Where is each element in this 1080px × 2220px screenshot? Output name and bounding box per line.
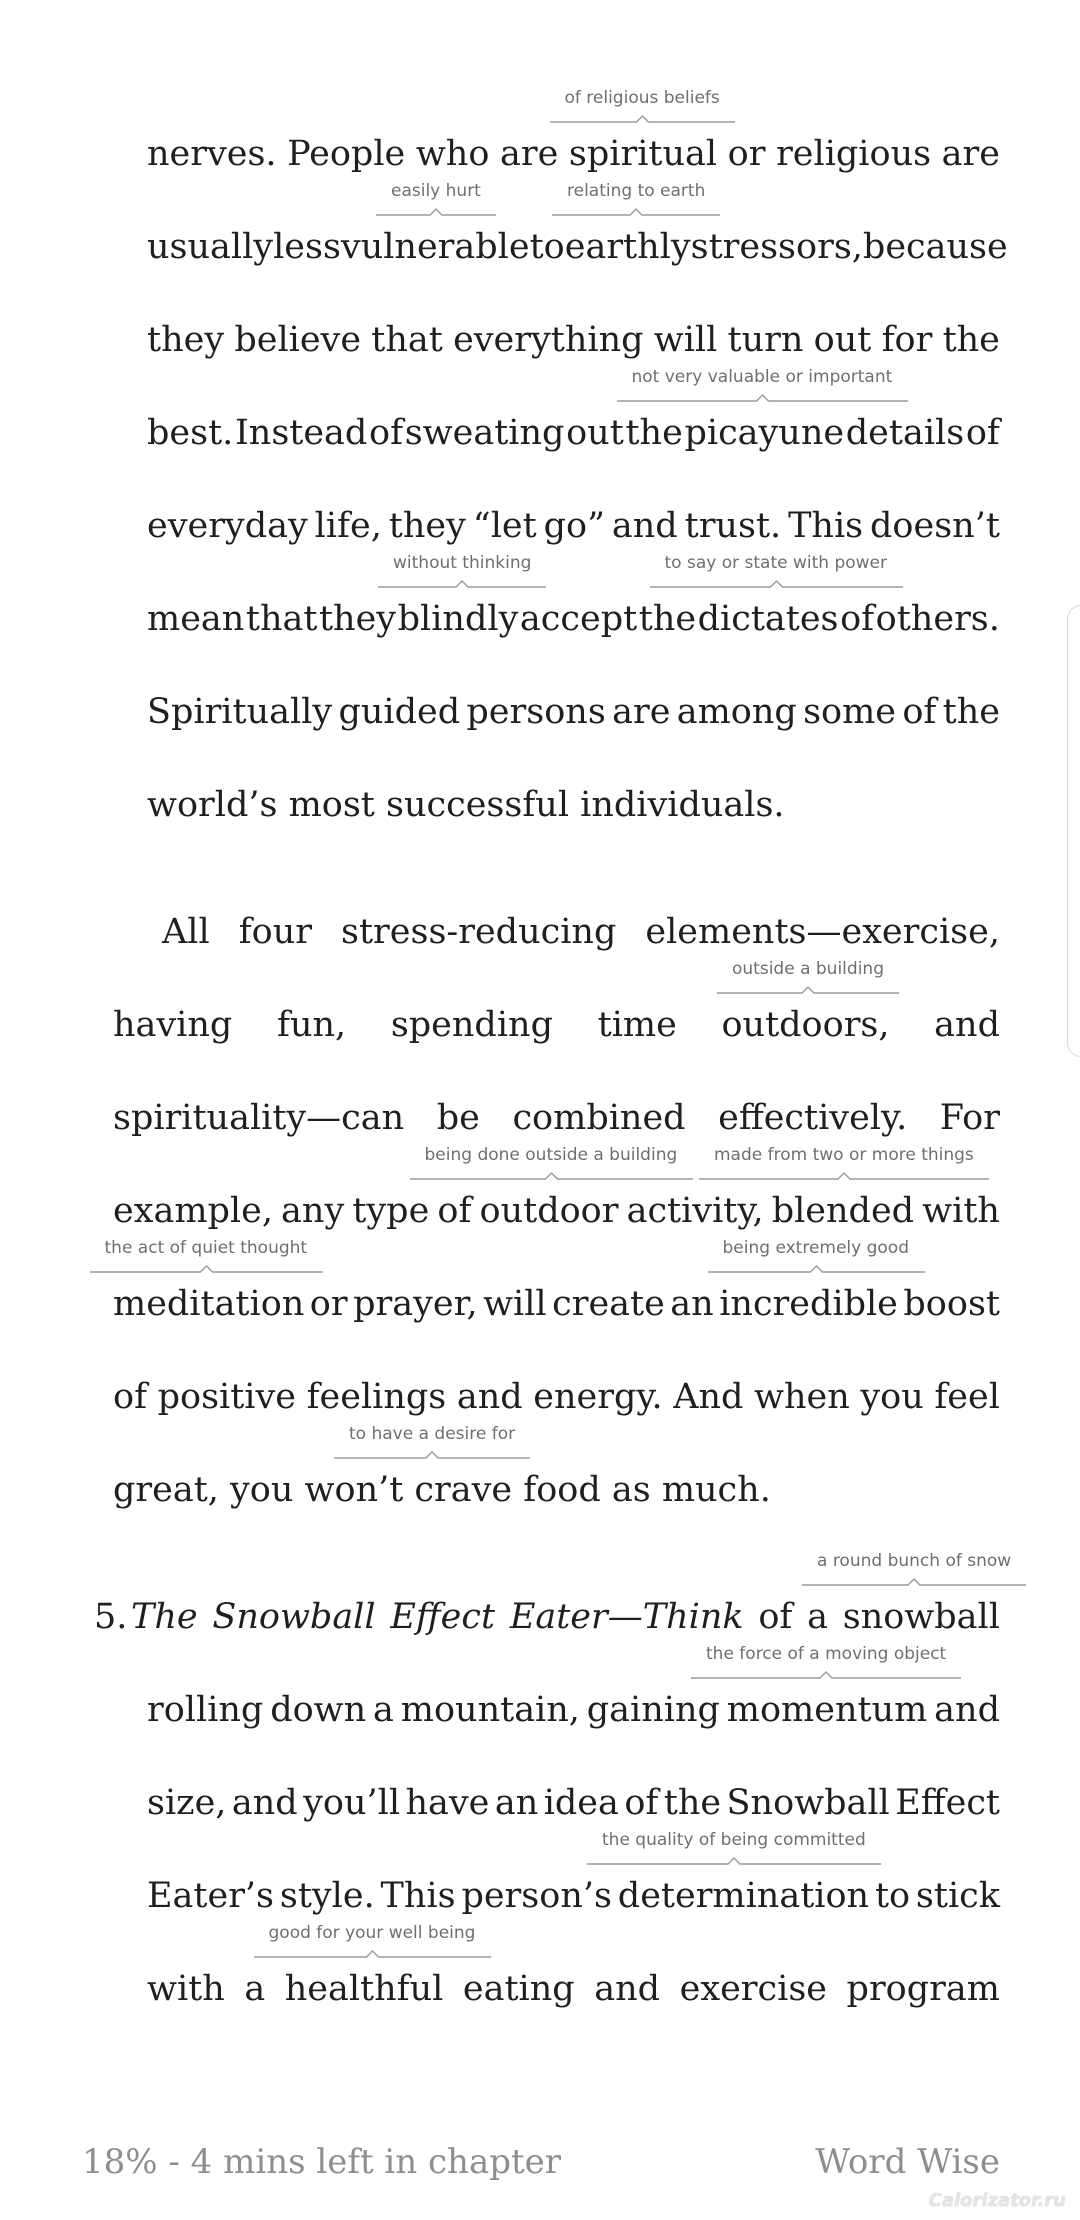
word-wise-hint[interactable]: made from two or more things (714, 1145, 974, 1165)
hint-bracket (802, 1579, 1026, 1587)
word-wise-hint[interactable]: easily hurt (391, 181, 481, 201)
text-line: spirituality—can be combined effectively. For (113, 1098, 1000, 1138)
hint-bracket (552, 209, 720, 217)
word-wise-hint[interactable]: being extremely good (723, 1238, 910, 1258)
word-wise-hint[interactable]: being done outside a building (425, 1145, 678, 1165)
text-line: nerves. People who are spiritual or religious are (147, 134, 1000, 174)
text-line: meditation or prayer, will create an incredible boost (113, 1284, 1000, 1324)
word-wise-hint[interactable]: the quality of being committed (602, 1830, 866, 1850)
word-wise-hint[interactable]: relating to earth (567, 181, 705, 201)
text-line: size, and you’ll have an idea of the Snowball Effect (147, 1783, 1000, 1823)
text-line: usually less vulnerable to earthly stressors, because (147, 227, 1008, 267)
hint-bracket (717, 987, 899, 995)
hint-bracket (254, 1951, 491, 1959)
text-line: with a healthful eating and exercise program (147, 1969, 1000, 2009)
hint-bracket (699, 1173, 989, 1181)
text-line: example, any type of outdoor activity, blended with (113, 1191, 1000, 1231)
hint-bracket (376, 209, 496, 217)
hint-bracket (650, 581, 903, 589)
hint-bracket (550, 116, 735, 124)
text-line: great, you won’t crave food as much. (113, 1470, 771, 1510)
text-line: Spiritually guided persons are among some of the (147, 692, 1000, 732)
list-number: 5. (94, 1597, 128, 1637)
hint-bracket (691, 1672, 961, 1680)
word-wise-hint[interactable]: without thinking (393, 553, 531, 573)
hint-bracket (334, 1452, 530, 1460)
hint-bracket (378, 581, 546, 589)
hint-bracket (410, 1173, 693, 1181)
watermark-text: Calorizator.ru (928, 2190, 1066, 2211)
hint-bracket (617, 395, 908, 403)
page-scroll-handle[interactable] (1067, 605, 1080, 1057)
text-line: All four stress-reducing elements—exercise, (162, 912, 1000, 952)
text-line: they believe that everything will turn out for the (147, 320, 1000, 360)
text-line: Eater’s style. This person’s determination to stick (147, 1876, 1000, 1916)
text-line: of positive feelings and energy. And when you feel (113, 1377, 1000, 1417)
word-wise-hint[interactable]: outside a building (732, 959, 884, 979)
reading-progress[interactable]: 18% - 4 mins left in chapter (82, 2142, 562, 2182)
text-line: world’s most successful individuals. (147, 785, 785, 825)
word-wise-hint[interactable]: to say or state with power (665, 553, 888, 573)
word-wise-hint[interactable]: the act of quiet thought (105, 1238, 308, 1258)
word-wise-hint[interactable]: of religious beliefs (565, 88, 720, 108)
word-wise-hint[interactable]: a round bunch of snow (817, 1551, 1011, 1571)
text-line: having fun, spending time outdoors, and (113, 1005, 1000, 1045)
list-item-first-line: The Snowball Effect Eater—Think of a snowball (131, 1597, 1000, 1637)
hint-bracket (587, 1858, 881, 1866)
hint-bracket (90, 1266, 323, 1274)
hint-bracket (708, 1266, 925, 1274)
text-line: best. Instead of sweating out the picayune details of (147, 413, 1000, 453)
text-line: rolling down a mountain, gaining momentum and (147, 1690, 1000, 1730)
text-line: everyday life, they “let go” and trust. This doesn’t (147, 506, 1000, 546)
word-wise-hint[interactable]: good for your well being (269, 1923, 476, 1943)
text-line: mean that they blindly accept the dictates of others. (147, 599, 1000, 639)
word-wise-toggle[interactable]: Word Wise (815, 2142, 1000, 2182)
word-wise-hint[interactable]: the force of a moving object (706, 1644, 946, 1664)
word-wise-hint[interactable]: to have a desire for (349, 1424, 515, 1444)
word-wise-hint[interactable]: not very valuable or important (632, 367, 893, 387)
